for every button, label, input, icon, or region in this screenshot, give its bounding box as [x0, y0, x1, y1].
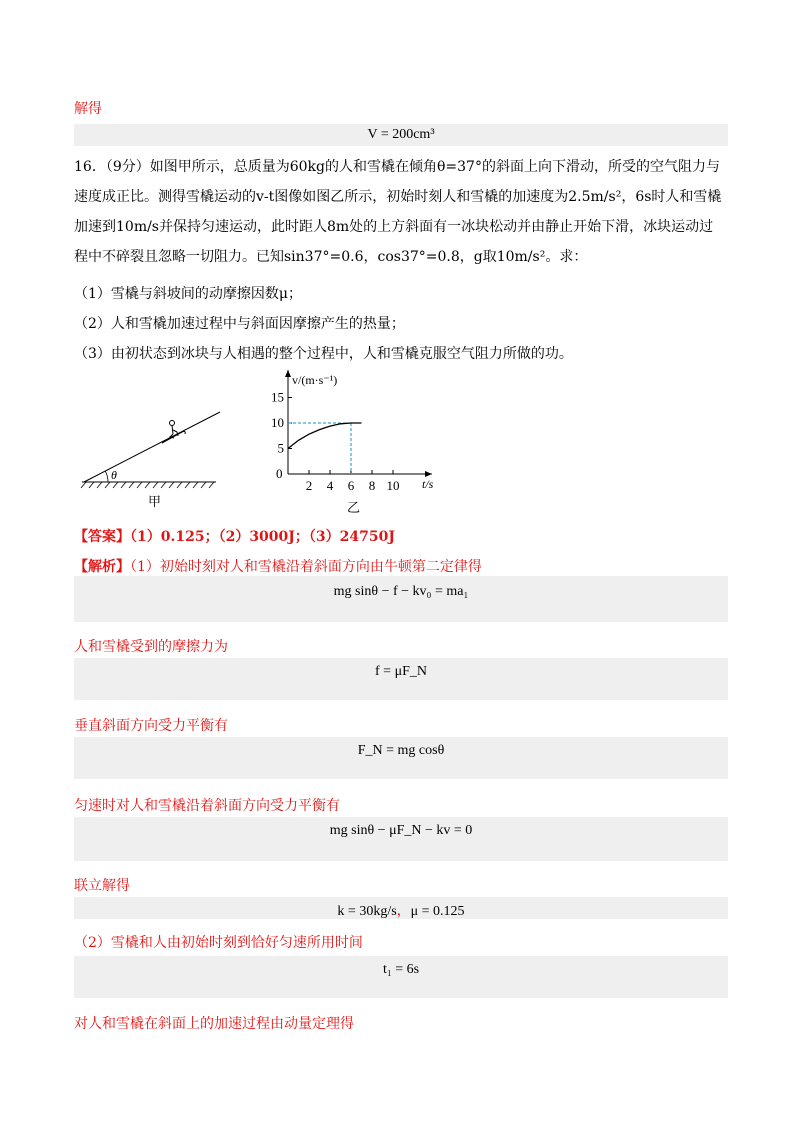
- equation-box-3: [74, 737, 728, 779]
- incline-line: [84, 412, 220, 482]
- text-perpendicular: 垂直斜面方向受力平衡有: [74, 718, 228, 734]
- analysis-row: [74, 556, 482, 576]
- origin-label: 0: [276, 466, 283, 481]
- text-joint-solve: 联立解得: [74, 878, 130, 894]
- equation-box-1: [74, 576, 728, 622]
- problem-statement: [74, 152, 728, 272]
- equation-volume: V = 200cm³: [367, 127, 435, 142]
- x-tick-label: 4: [326, 478, 334, 493]
- answer-text: （1）0.125；（2）3000J；（3）24750J: [130, 529, 395, 545]
- x-tick-label: 6: [347, 478, 355, 493]
- question-2: （2）人和雪橇加速过程中与斜面因摩擦产生的热量；: [74, 316, 405, 332]
- answer-label: 【答案】: [74, 529, 130, 545]
- vt-chart: [260, 362, 450, 518]
- figure-incline: [78, 410, 228, 510]
- x-axis-label: t/s: [422, 477, 434, 491]
- text-uniform: 匀速时对人和雪橇沿着斜面方向受力平衡有: [74, 798, 340, 814]
- equation-box-4: [74, 817, 728, 861]
- equation-time: t₁ = 6s: [382, 962, 420, 977]
- velocity-curve: [288, 423, 362, 449]
- y-tick-label: 10: [271, 415, 284, 430]
- angle-arc: [105, 471, 108, 482]
- problem-line-1: 16．（9分）如图甲所示，总质量为60kg的人和雪橇在倾角θ=37°的斜面上向下滑动，所受的空气阻力与: [74, 159, 720, 175]
- equation-k: k = 30kg/s: [337, 904, 397, 919]
- x-tick-label: 8: [368, 478, 376, 493]
- answer-row: [74, 526, 395, 546]
- equation-normal-force: F_N = mg cosθ: [357, 743, 445, 758]
- analysis-label: 【解析】: [74, 559, 130, 575]
- problem-line-2: 速度成正比。测得雪橇运动的v-t图像如图乙所示，初始时刻人和雪橇的加速度为2.5m/s²，6s时人和雪橇: [74, 189, 722, 205]
- equation-box-2: [74, 658, 728, 700]
- x-tick-label: 10: [386, 478, 400, 493]
- angle-theta-label: θ: [111, 468, 117, 482]
- figure-label-jia: 甲: [148, 494, 162, 509]
- x-tick-label: 2: [305, 478, 313, 493]
- y-tick-label: 15: [271, 389, 284, 405]
- problem-line-4: 程中不碎裂且忽略一切阻力。已知sin37°=0.6，cos37°=0.8，g取10m/s²。求：: [74, 249, 588, 265]
- y-tick-label: 5: [277, 440, 284, 456]
- equation-friction: f = μF_N: [375, 664, 427, 679]
- problem-line-3: 加速到10m/s并保持匀速运动，此时距人8m处的上方斜面有一冰块松动并由静止开始下滑，冰块运动过: [74, 219, 714, 235]
- text-time: （2）雪橇和人由初始时刻到恰好匀速所用时间: [74, 935, 363, 951]
- equation-separator: ，: [396, 904, 411, 919]
- text-momentum: 对人和雪橇在斜面上的加速过程由动量定理得: [74, 1016, 354, 1032]
- analysis-intro: （1）初始时刻对人和雪橇沿着斜面方向由牛顿第二定律得: [130, 559, 482, 575]
- equation-mu: μ = 0.125: [410, 904, 465, 919]
- question-1: （1）雪橇与斜坡间的动摩擦因数μ；: [74, 286, 303, 302]
- text-friction: 人和雪橇受到的摩擦力为: [74, 639, 228, 655]
- figure-label-yi: 乙: [347, 500, 361, 515]
- equation-box-5: [74, 897, 728, 919]
- equation-box-6: [74, 956, 728, 998]
- equation-uniform: mg sinθ − μF_N − kv = 0: [329, 823, 473, 838]
- equation-box-volume: [74, 124, 728, 146]
- ground-hatching: [81, 482, 214, 488]
- question-3: （3）由初状态到冰块与人相遇的整个过程中，人和雪橇克服空气阻力所做的功。: [74, 346, 573, 362]
- solve-label: 解得: [74, 101, 102, 117]
- equation-newton-2: mg sinθ − f − kv₀ = ma₁: [333, 584, 469, 599]
- y-axis-label: v/(m·s⁻¹): [292, 373, 338, 387]
- equation-results: [74, 900, 728, 920]
